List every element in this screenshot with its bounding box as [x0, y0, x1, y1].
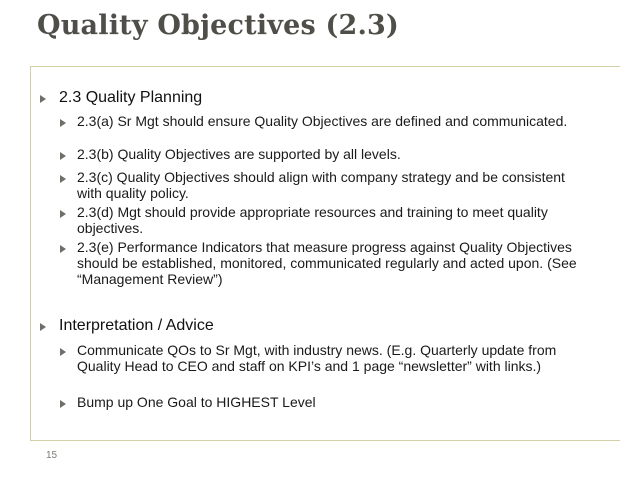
- list-item: 2.3(c) Quality Objectives should align with company strategy and be consistent with quality policy.: [77, 169, 565, 201]
- left-divider: [30, 66, 31, 440]
- list-item: Communicate QOs to Sr Mgt, with industry news. (E.g. Quarterly update from Quality Head to CEO and staff on KPI’s and 1 page “newsletter” with links.): [77, 342, 557, 374]
- list-item: 2.3(b) Quality Objectives are supported by all levels.: [77, 146, 401, 162]
- section-heading-quality-planning: 2.3 Quality Planning: [59, 89, 203, 106]
- slide-title: Quality Objectives (2.3): [37, 10, 400, 41]
- footer-divider: [30, 440, 620, 441]
- section-heading-interpretation: Interpretation / Advice: [59, 317, 214, 334]
- page-number: 15: [46, 450, 58, 461]
- triangle-bullet-icon: [60, 152, 66, 160]
- triangle-bullet-icon: [60, 348, 66, 356]
- triangle-bullet-icon: [40, 323, 46, 331]
- triangle-bullet-icon: [60, 175, 66, 183]
- list-item: 2.3(a) Sr Mgt should ensure Quality Objectives are defined and communicated.: [77, 113, 568, 129]
- title-divider: [30, 66, 620, 67]
- list-item: Bump up One Goal to HIGHEST Level: [77, 394, 316, 410]
- triangle-bullet-icon: [60, 119, 66, 127]
- triangle-bullet-icon: [60, 245, 66, 253]
- triangle-bullet-icon: [40, 95, 46, 103]
- list-item: 2.3(d) Mgt should provide appropriate resources and training to meet quality objectives.: [77, 204, 548, 236]
- triangle-bullet-icon: [60, 210, 66, 218]
- list-item: 2.3(e) Performance Indicators that measure progress against Quality Objectives should be established, monitored, communicated regularly and acted upon. (See “Management Review”): [77, 239, 577, 287]
- triangle-bullet-icon: [60, 400, 66, 408]
